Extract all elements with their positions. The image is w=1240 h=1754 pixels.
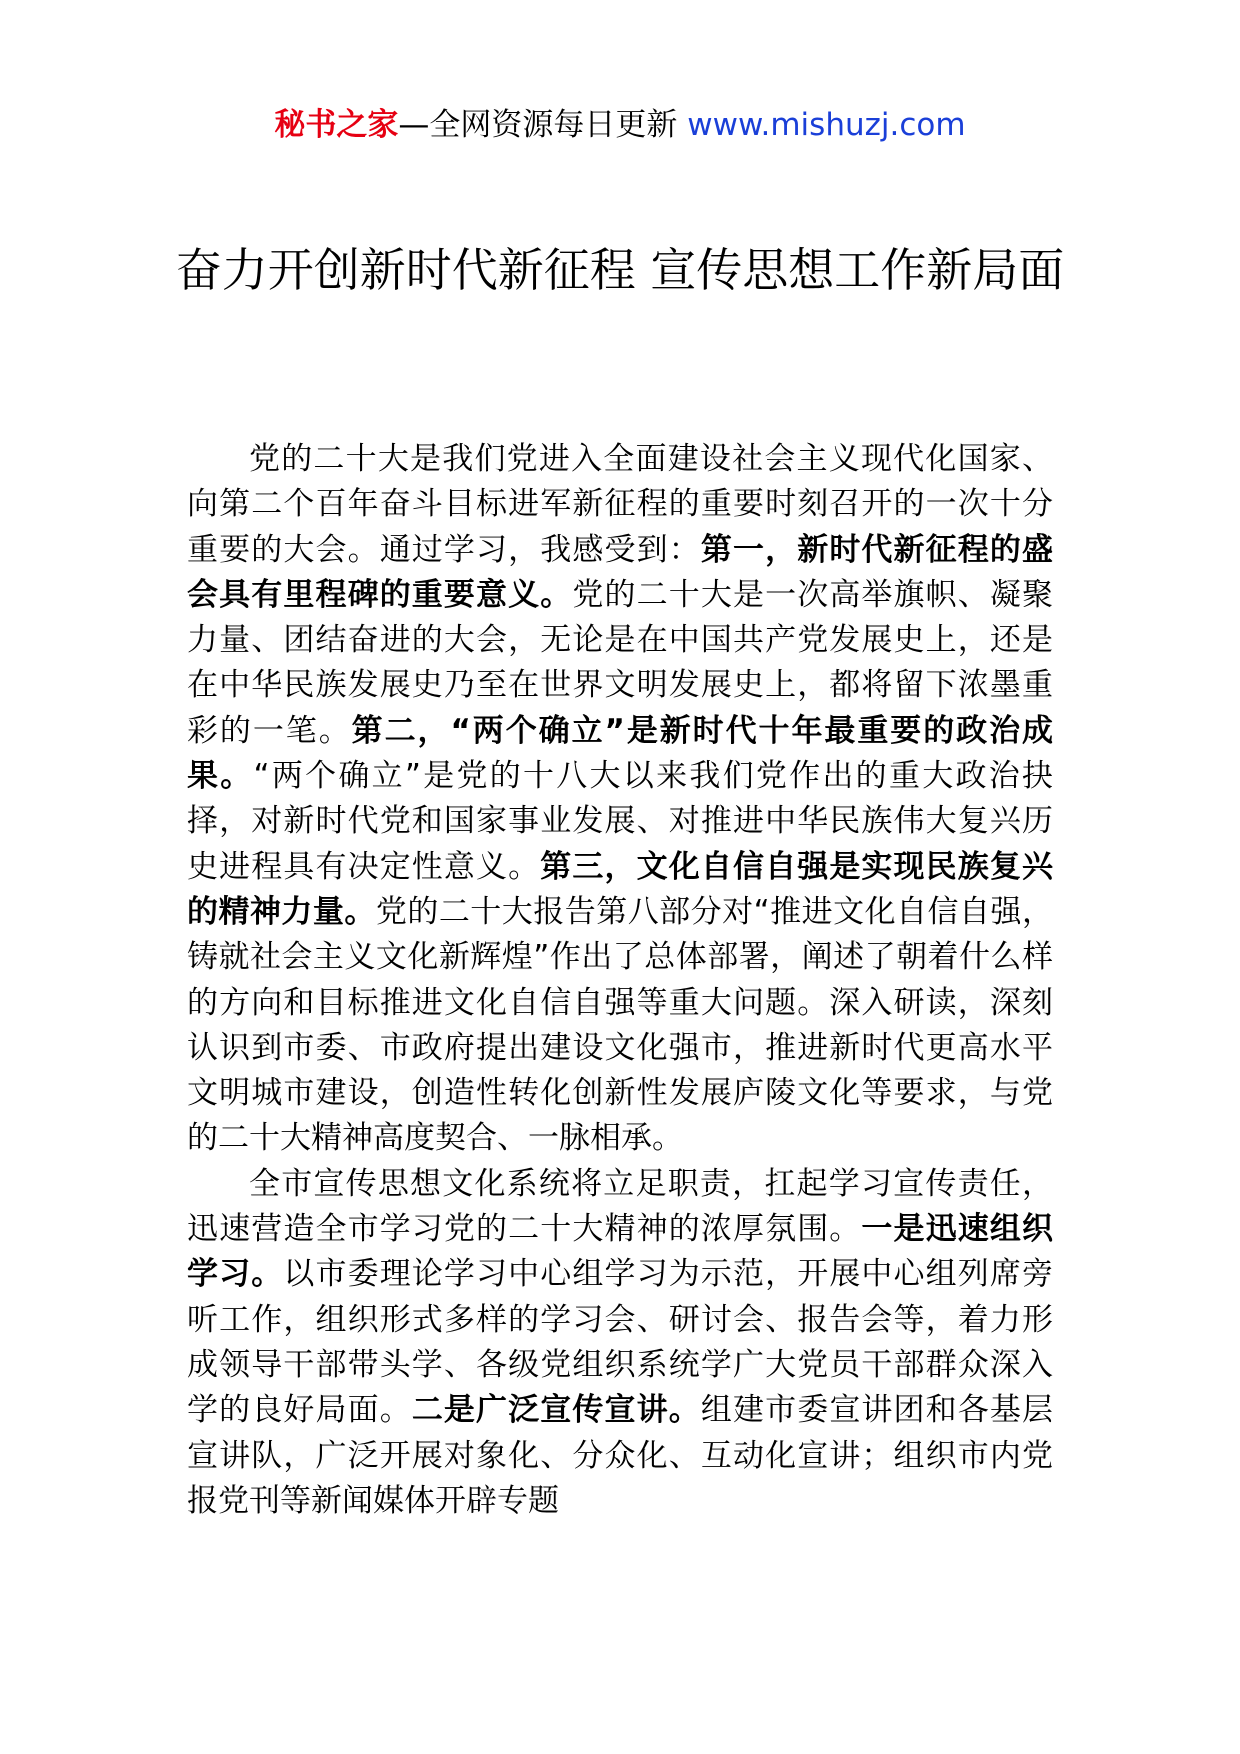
paragraph-text: 以市委理论学习中心组学习为示范，开展中心组列席旁听工作，组织形式多样的学习会、研讨会、报告会等，着力形成领导干部带头学、各级党组织系统学广大党员干部群众深入学的良好局面。: [187, 1256, 1054, 1429]
document-body: [187, 437, 1053, 1524]
document-title: 奋力开创新时代新征程 宣传思想工作新局面: [175, 243, 1065, 297]
paragraph-text: 党的二十大是一次高举旗帜、凝聚力量、团结奋进的大会，无论是在中国共产党发展史上，还是在中华民族发展史乃至在世界文明发展史上，都将留下浓墨重彩的一笔。: [187, 576, 1054, 749]
paragraph-text: 党的二十大是我们党进入全面建设社会主义现代化国家、向第二个百年奋斗目标进军新征程的重要时刻召开的一次十分重要的大会。通过学习，我感受到：: [187, 441, 1053, 568]
site-slogan: —全网资源每日更新: [398, 107, 678, 143]
bold-point-first: 第一，新时代新征程的盛会具有里程碑的重要意义。: [187, 531, 1054, 613]
site-url-link[interactable]: www.mishuzj.com: [687, 107, 966, 143]
site-brand: 秘书之家: [274, 107, 399, 143]
bold-point-two: 二是广泛宣传宣讲。: [411, 1392, 701, 1429]
paragraph-text: 组建市委宣讲团和各基层宣讲队，广泛开展对象化、分众化、互动化宣讲；组织市内党报党刊等新闻媒体开辟专题: [187, 1392, 1054, 1519]
bold-point-second: 第二，“两个确立”是新时代十年最重要的政治成果。: [187, 712, 1054, 795]
paragraph-1: [187, 437, 1053, 1162]
bold-point-one: 一是迅速组织学习。: [187, 1211, 1053, 1293]
paragraph-text: 党的二十大报告第八部分对“推进文化自信自强，铸就社会主义文化新辉煌”作出了总体部署，阐述了朝着什么样的方向和目标推进文化自信自强等重大问题。深入研读，深刻认识到市委、市政府提出建设文化强市，推进新时代更高水平文明城市建设，创造性转化创新性发展庐陵文化等要求，与党的二十大精神高度契合、一脉相承。: [187, 893, 1053, 1157]
paragraph-2: [187, 1162, 1053, 1524]
paragraph-text: “两个确立”是党的十八大以来我们党作出的重大政治抉择，对新时代党和国家事业发展、对推进中华民族伟大复兴历史进程具有决定性意义。: [187, 758, 1053, 885]
paragraph-text: 全市宣传思想文化系统将立足职责，扛起学习宣传责任，迅速营造全市学习党的二十大精神的浓厚氛围。: [187, 1165, 1053, 1248]
bold-point-third: 第三，文化自信自强是实现民族复兴的精神力量。: [187, 848, 1054, 930]
site-header: [0, 100, 1240, 150]
